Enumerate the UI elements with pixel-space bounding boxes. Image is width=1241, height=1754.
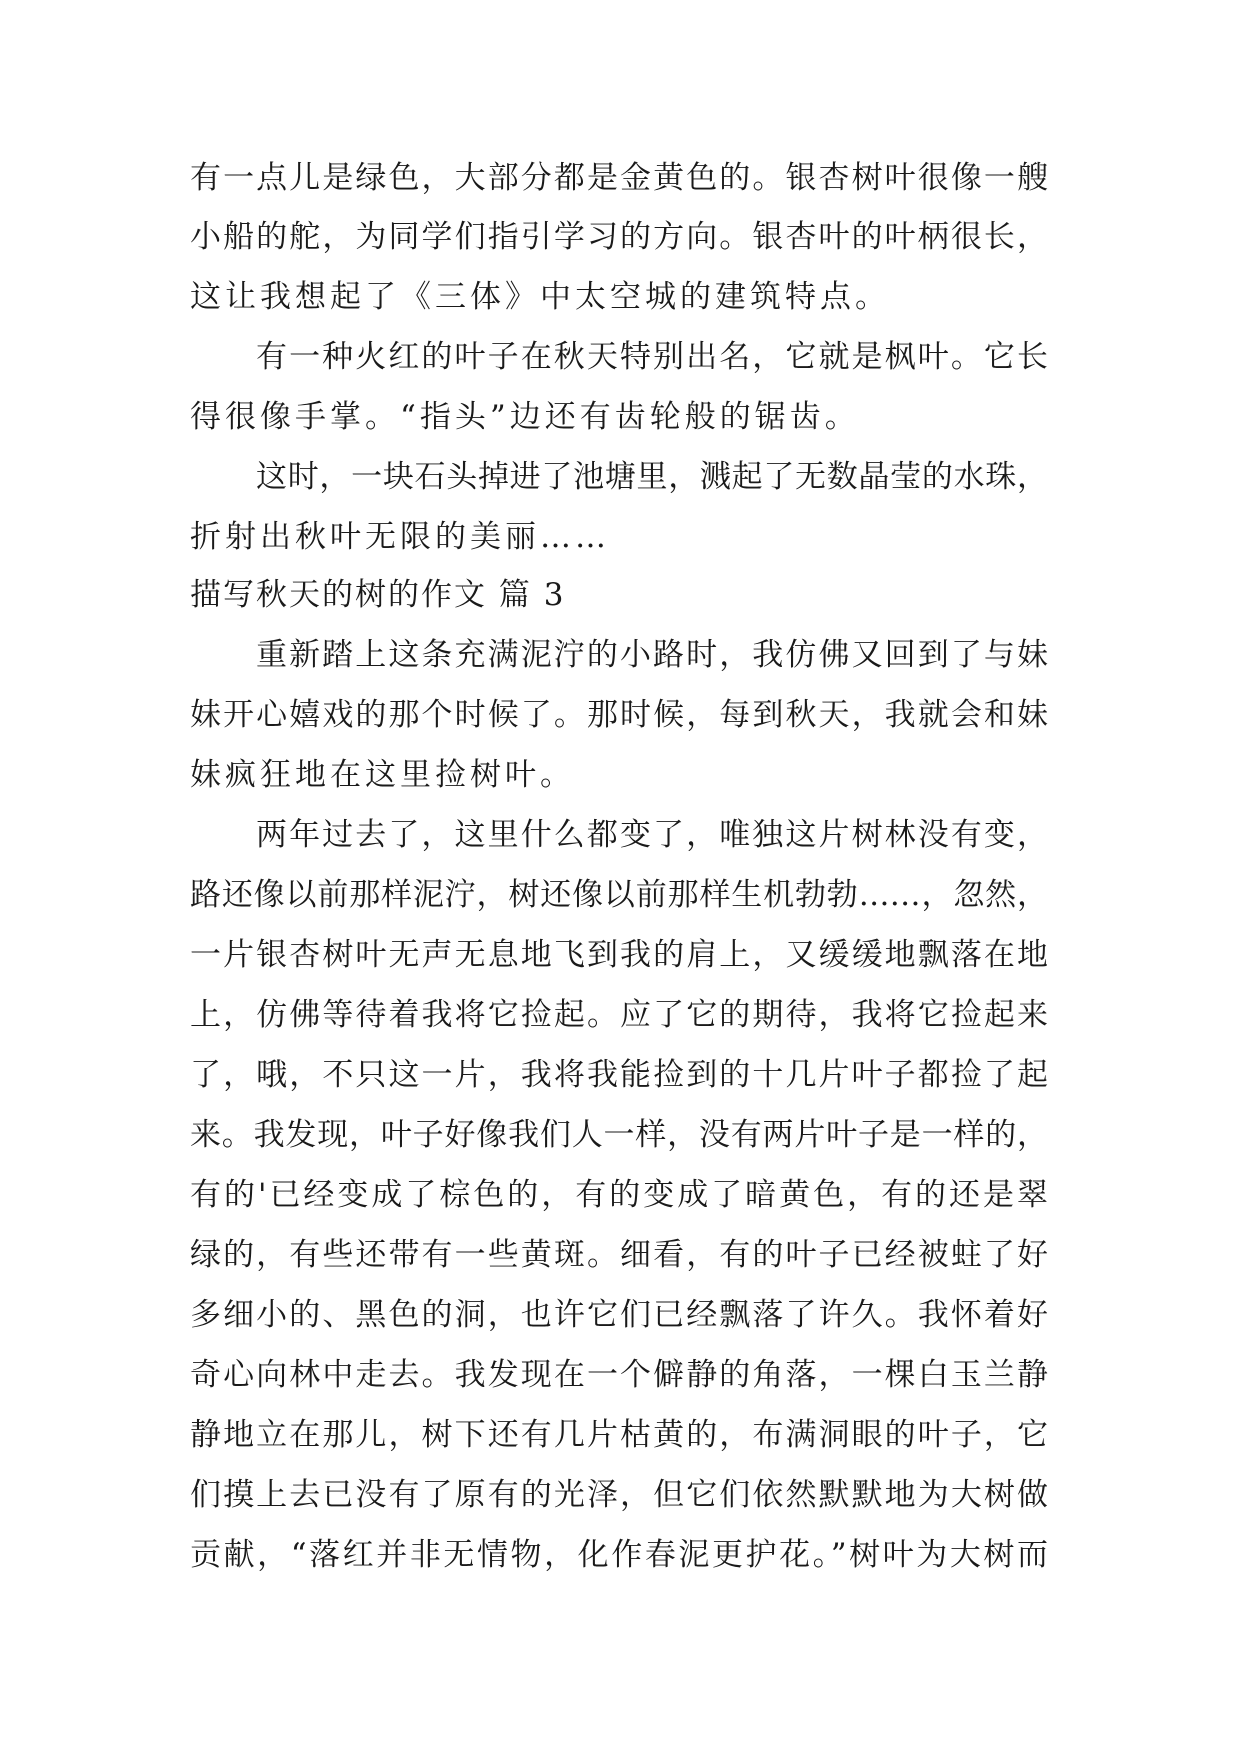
text-line: 两年过去了，这里什么都变了，唯独这片树林没有变， — [256, 817, 1048, 853]
text-line: 贡献，“落红并非无情物，化作春泥更护花。”树叶为大树而 — [190, 1537, 1048, 1573]
text-line: 得很像手掌。“指头”边还有齿轮般的锯齿。 — [190, 399, 860, 435]
text-line: 有一点儿是绿色，大部分都是金黄色的。银杏树叶很像一艘 — [190, 160, 1048, 196]
text-line: 有一种火红的叶子在秋天特别出名，它就是枫叶。它长 — [256, 339, 1048, 375]
text-line: 妹疯狂地在这里捡树叶。 — [190, 757, 575, 793]
text-line: 上，仿佛等待着我将它捡起。应了它的期待，我将它捡起来 — [190, 997, 1048, 1033]
section-heading: 描写秋天的树的作文 篇 3 — [190, 577, 566, 613]
text-line: 妹开心嬉戏的那个时候了。那时候，每到秋天，我就会和妹 — [190, 697, 1048, 733]
text-line: 折射出秋叶无限的美丽…… — [190, 519, 610, 555]
text-line: 重新踏上这条充满泥泞的小路时，我仿佛又回到了与妹 — [256, 637, 1048, 673]
text-line: 路还像以前那样泥泞，树还像以前那样生机勃勃……，忽然， — [190, 877, 1048, 913]
text-line: 了，哦，不只这一片，我将我能捡到的十几片叶子都捡了起 — [190, 1057, 1048, 1093]
text-line: 奇心向林中走去。我发现在一个僻静的角落，一棵白玉兰静 — [190, 1357, 1048, 1393]
text-line: 来。我发现，叶子好像我们人一样，没有两片叶子是一样的， — [190, 1117, 1048, 1153]
text-line: 静地立在那儿，树下还有几片枯黄的，布满洞眼的叶子，它 — [190, 1417, 1048, 1453]
text-line: 一片银杏树叶无声无息地飞到我的肩上，又缓缓地飘落在地 — [190, 937, 1048, 973]
text-line: 有的'已经变成了棕色的，有的变成了暗黄色，有的还是翠 — [190, 1177, 1048, 1213]
text-line: 绿的，有些还带有一些黄斑。细看，有的叶子已经被蛀了好 — [190, 1237, 1048, 1273]
text-line: 小船的舵，为同学们指引学习的方向。银杏叶的叶柄很长， — [190, 219, 1048, 255]
text-line: 这时，一块石头掉进了池塘里，溅起了无数晶莹的水珠， — [256, 459, 1048, 495]
text-line: 这让我想起了《三体》中太空城的建筑特点。 — [190, 279, 890, 315]
text-line: 们摸上去已没有了原有的光泽，但它们依然默默地为大树做 — [190, 1477, 1048, 1513]
text-line: 多细小的、黑色的洞，也许它们已经飘落了许久。我怀着好 — [190, 1297, 1048, 1333]
